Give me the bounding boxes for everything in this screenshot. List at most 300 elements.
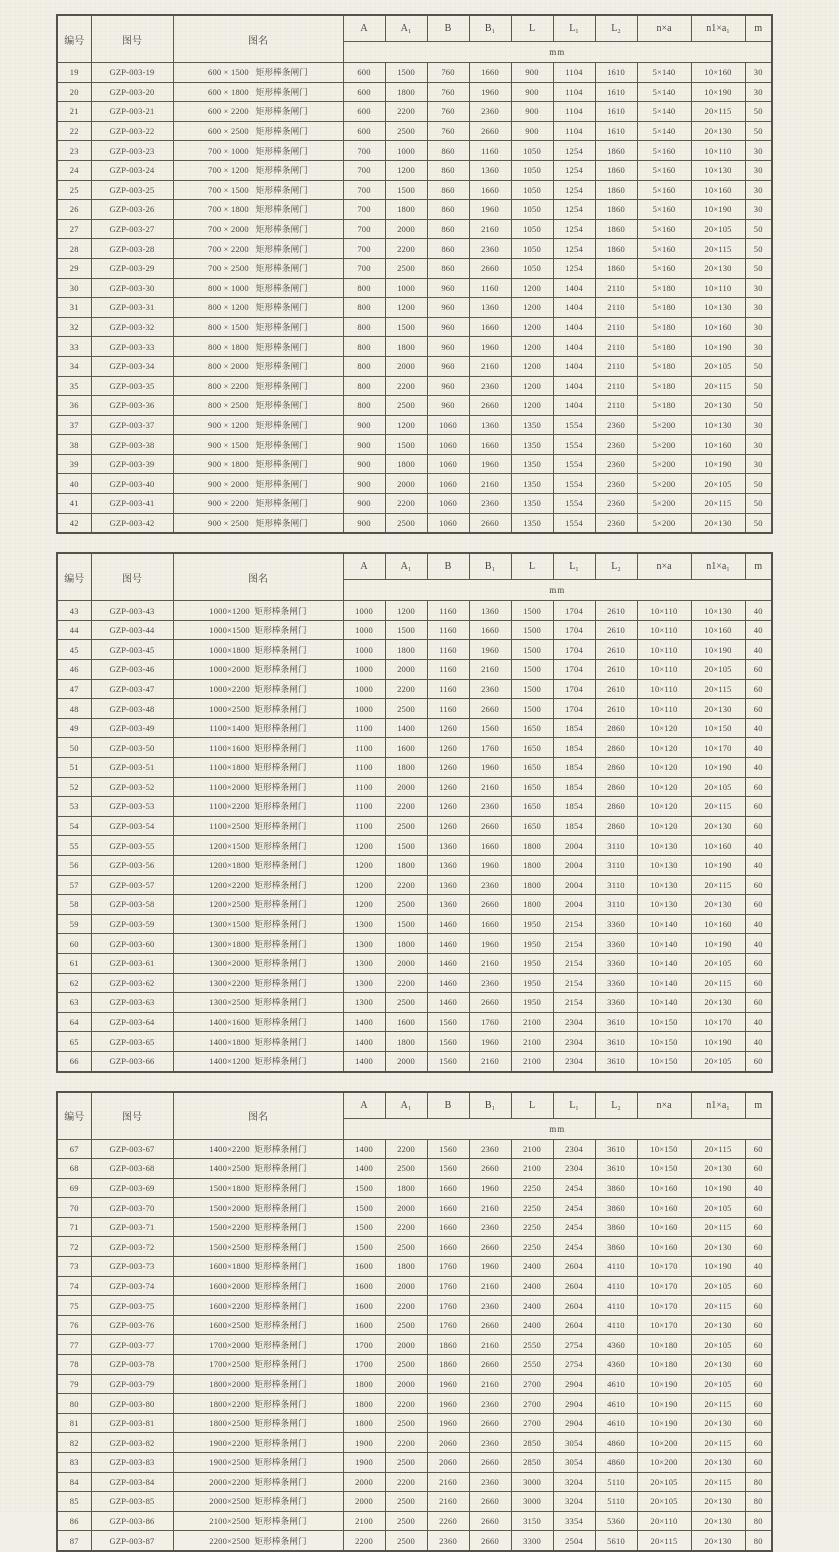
cell-dimension: 1960 — [469, 934, 511, 954]
cell-dimension: 1160 — [469, 278, 511, 298]
cell-dimension: 1260 — [427, 718, 469, 738]
cell-dimension: 2850 — [511, 1433, 553, 1453]
cell-dimension: 10×190 — [691, 82, 745, 102]
cell-dimension: 1960 — [427, 1413, 469, 1433]
cell-dimension: 2200 — [385, 973, 427, 993]
cell-id: 62 — [57, 973, 91, 993]
table-row — [57, 258, 772, 278]
col-header-drawing-no: 图号 — [91, 1092, 173, 1140]
cell-dimension: 3360 — [595, 953, 637, 973]
col-header-dimension: L₂ — [595, 1092, 637, 1119]
col-header-id: 编号 — [57, 553, 91, 601]
cell-dimension: 700 — [343, 219, 385, 239]
cell-dimension: 1560 — [427, 1159, 469, 1179]
cell-dimension: 5110 — [595, 1492, 637, 1512]
table-row — [57, 914, 772, 934]
cell-id: 31 — [57, 298, 91, 318]
cell-dimension: 1200 — [343, 836, 385, 856]
cell-dimension: 20×115 — [691, 1472, 745, 1492]
cell-dimension: 1600 — [343, 1315, 385, 1335]
cell-drawing-no: GZP-003-43 — [91, 601, 173, 621]
cell-dimension: 3300 — [511, 1531, 553, 1551]
cell-dimension: 860 — [427, 180, 469, 200]
col-header-dimension: A — [343, 15, 385, 42]
cell-dimension: 20×130 — [691, 1492, 745, 1512]
cell-dimension: 2360 — [469, 1217, 511, 1237]
cell-dimension: 2000 — [385, 474, 427, 494]
cell-dimension: 40 — [745, 1178, 772, 1198]
cell-dimension: 1600 — [343, 1276, 385, 1296]
cell-id: 30 — [57, 278, 91, 298]
cell-dimension: 1760 — [427, 1276, 469, 1296]
cell-drawing-no: GZP-003-24 — [91, 160, 173, 180]
cell-dimension: 2200 — [385, 1433, 427, 1453]
cell-id: 84 — [57, 1472, 91, 1492]
cell-id: 52 — [57, 777, 91, 797]
cell-dimension: 80 — [745, 1492, 772, 1512]
cell-dimension: 1650 — [511, 797, 553, 817]
cell-dimension: 2610 — [595, 601, 637, 621]
cell-id: 65 — [57, 1032, 91, 1052]
cell-drawing-name: 900 × 2000 矩形棒条闸门 — [173, 474, 343, 494]
cell-drawing-name: 700 × 1800 矩形棒条闸门 — [173, 200, 343, 220]
cell-drawing-no: GZP-003-31 — [91, 298, 173, 318]
cell-dimension: 3110 — [595, 875, 637, 895]
cell-dimension: 1600 — [385, 738, 427, 758]
cell-id: 59 — [57, 914, 91, 934]
cell-dimension: 1860 — [595, 141, 637, 161]
cell-dimension: 4610 — [595, 1394, 637, 1414]
cell-drawing-name: 1600×2500 矩形棒条闸门 — [173, 1315, 343, 1335]
cell-drawing-no: GZP-003-49 — [91, 718, 173, 738]
cell-drawing-no: GZP-003-40 — [91, 474, 173, 494]
cell-id: 82 — [57, 1433, 91, 1453]
cell-id: 36 — [57, 396, 91, 416]
cell-dimension: 1060 — [427, 474, 469, 494]
cell-drawing-no: GZP-003-44 — [91, 620, 173, 640]
cell-dimension: 1000 — [343, 660, 385, 680]
cell-dimension: 900 — [511, 102, 553, 122]
cell-dimension: 10×130 — [691, 298, 745, 318]
col-header-dimension: m — [745, 553, 772, 580]
cell-dimension: 60 — [745, 1237, 772, 1257]
cell-dimension: 2860 — [595, 777, 637, 797]
cell-dimension: 2400 — [511, 1257, 553, 1277]
cell-dimension: 2160 — [469, 1276, 511, 1296]
cell-dimension: 800 — [343, 376, 385, 396]
cell-dimension: 2660 — [469, 1315, 511, 1335]
cell-dimension: 1404 — [553, 317, 595, 337]
cell-dimension: 1260 — [427, 797, 469, 817]
cell-drawing-name: 1700×2500 矩形棒条闸门 — [173, 1355, 343, 1375]
cell-dimension: 1760 — [427, 1296, 469, 1316]
cell-id: 73 — [57, 1257, 91, 1277]
table-row — [57, 601, 772, 621]
table-row — [57, 513, 772, 533]
cell-dimension: 1650 — [511, 718, 553, 738]
cell-dimension: 3360 — [595, 993, 637, 1013]
cell-drawing-no: GZP-003-47 — [91, 679, 173, 699]
table-row — [57, 1433, 772, 1453]
cell-drawing-name: 900 × 2500 矩形棒条闸门 — [173, 513, 343, 533]
cell-drawing-no: GZP-003-51 — [91, 758, 173, 778]
cell-dimension: 2604 — [553, 1257, 595, 1277]
cell-drawing-no: GZP-003-26 — [91, 200, 173, 220]
cell-dimension: 1500 — [385, 63, 427, 83]
cell-dimension: 5×180 — [637, 376, 691, 396]
cell-dimension: 5×200 — [637, 494, 691, 514]
cell-dimension: 10×190 — [691, 337, 745, 357]
col-header-dimension: n1×a₁ — [691, 553, 745, 580]
cell-dimension: 20×130 — [691, 1511, 745, 1531]
cell-dimension: 2660 — [469, 993, 511, 1013]
cell-drawing-name: 1200×1800 矩形棒条闸门 — [173, 855, 343, 875]
cell-dimension: 1760 — [427, 1315, 469, 1335]
cell-dimension: 2250 — [511, 1198, 553, 1218]
cell-dimension: 2360 — [427, 1531, 469, 1551]
cell-drawing-name: 1500×2500 矩形棒条闸门 — [173, 1237, 343, 1257]
cell-dimension: 3054 — [553, 1433, 595, 1453]
cell-dimension: 2100 — [511, 1139, 553, 1159]
cell-dimension: 4360 — [595, 1355, 637, 1375]
cell-id: 19 — [57, 63, 91, 83]
cell-dimension: 1360 — [427, 836, 469, 856]
col-header-dimension: n×a — [637, 553, 691, 580]
cell-dimension: 1500 — [511, 640, 553, 660]
cell-dimension: 2360 — [595, 415, 637, 435]
cell-dimension: 1960 — [427, 1374, 469, 1394]
cell-dimension: 5×160 — [637, 239, 691, 259]
cell-dimension: 600 — [343, 63, 385, 83]
cell-dimension: 4360 — [595, 1335, 637, 1355]
cell-dimension: 1254 — [553, 180, 595, 200]
cell-dimension: 1860 — [595, 219, 637, 239]
cell-dimension: 2200 — [385, 239, 427, 259]
cell-drawing-name: 800 × 1200 矩形棒条闸门 — [173, 298, 343, 318]
cell-dimension: 2400 — [511, 1296, 553, 1316]
cell-dimension: 1960 — [469, 1178, 511, 1198]
cell-drawing-no: GZP-003-46 — [91, 660, 173, 680]
cell-dimension: 1350 — [511, 474, 553, 494]
cell-drawing-no: GZP-003-41 — [91, 494, 173, 514]
cell-drawing-name: 600 × 2500 矩形棒条闸门 — [173, 121, 343, 141]
cell-dimension: 10×150 — [637, 1012, 691, 1032]
cell-dimension: 1104 — [553, 121, 595, 141]
col-header-id: 编号 — [57, 15, 91, 63]
table-row — [57, 1315, 772, 1335]
cell-dimension: 1350 — [511, 415, 553, 435]
cell-dimension: 2200 — [385, 1472, 427, 1492]
cell-dimension: 2110 — [595, 396, 637, 416]
cell-dimension: 5610 — [595, 1531, 637, 1551]
cell-dimension: 20×130 — [691, 993, 745, 1013]
cell-dimension: 2660 — [469, 895, 511, 915]
cell-dimension: 2454 — [553, 1217, 595, 1237]
cell-dimension: 1404 — [553, 376, 595, 396]
cell-drawing-name: 1100×2200 矩形棒条闸门 — [173, 797, 343, 817]
cell-id: 25 — [57, 180, 91, 200]
table-row — [57, 718, 772, 738]
cell-dimension: 1404 — [553, 396, 595, 416]
cell-drawing-name: 1500×1800 矩形棒条闸门 — [173, 1178, 343, 1198]
cell-dimension: 60 — [745, 1374, 772, 1394]
cell-drawing-no: GZP-003-56 — [91, 855, 173, 875]
cell-dimension: 1704 — [553, 620, 595, 640]
cell-dimension: 2500 — [385, 513, 427, 533]
cell-dimension: 20×130 — [691, 258, 745, 278]
cell-dimension: 20×115 — [691, 1296, 745, 1316]
cell-dimension: 1060 — [427, 494, 469, 514]
cell-dimension: 50 — [745, 513, 772, 533]
cell-dimension: 10×170 — [637, 1276, 691, 1296]
cell-dimension: 700 — [343, 258, 385, 278]
table-row — [57, 337, 772, 357]
table-row — [57, 1531, 772, 1551]
cell-dimension: 1404 — [553, 298, 595, 318]
cell-dimension: 2200 — [385, 1217, 427, 1237]
cell-dimension: 2360 — [469, 679, 511, 699]
cell-dimension: 1060 — [427, 513, 469, 533]
cell-dimension: 10×140 — [637, 993, 691, 1013]
cell-dimension: 1600 — [343, 1257, 385, 1277]
cell-dimension: 10×130 — [637, 895, 691, 915]
table-row — [57, 435, 772, 455]
cell-id: 60 — [57, 934, 91, 954]
cell-dimension: 3000 — [511, 1472, 553, 1492]
cell-dimension: 2000 — [385, 953, 427, 973]
cell-dimension: 2360 — [469, 376, 511, 396]
cell-dimension: 60 — [745, 993, 772, 1013]
cell-dimension: 2360 — [595, 454, 637, 474]
cell-dimension: 1854 — [553, 738, 595, 758]
cell-drawing-name: 1400×1600 矩形棒条闸门 — [173, 1012, 343, 1032]
cell-drawing-name: 1700×2000 矩形棒条闸门 — [173, 1335, 343, 1355]
cell-id: 49 — [57, 718, 91, 738]
cell-drawing-name: 1400×1800 矩形棒条闸门 — [173, 1032, 343, 1052]
cell-dimension: 1660 — [469, 435, 511, 455]
cell-dimension: 2500 — [385, 1237, 427, 1257]
col-header-dimension: n×a — [637, 1092, 691, 1119]
cell-dimension: 2110 — [595, 337, 637, 357]
cell-dimension: 900 — [511, 121, 553, 141]
cell-dimension: 1960 — [469, 758, 511, 778]
table-row — [57, 376, 772, 396]
cell-dimension: 2860 — [595, 738, 637, 758]
cell-dimension: 40 — [745, 855, 772, 875]
cell-dimension: 1050 — [511, 200, 553, 220]
cell-dimension: 2500 — [385, 895, 427, 915]
cell-dimension: 1554 — [553, 435, 595, 455]
cell-dimension: 760 — [427, 102, 469, 122]
cell-dimension: 30 — [745, 278, 772, 298]
cell-dimension: 2110 — [595, 298, 637, 318]
cell-id: 61 — [57, 953, 91, 973]
cell-drawing-no: GZP-003-85 — [91, 1492, 173, 1512]
cell-id: 78 — [57, 1355, 91, 1375]
cell-dimension: 1360 — [427, 895, 469, 915]
cell-dimension: 20×130 — [691, 895, 745, 915]
cell-dimension: 1860 — [595, 258, 637, 278]
table-row — [57, 298, 772, 318]
cell-dimension: 2100 — [343, 1511, 385, 1531]
cell-dimension: 60 — [745, 875, 772, 895]
cell-dimension: 60 — [745, 1051, 772, 1071]
cell-dimension: 2200 — [385, 679, 427, 699]
cell-dimension: 1960 — [469, 200, 511, 220]
cell-dimension: 2000 — [385, 356, 427, 376]
cell-dimension: 60 — [745, 660, 772, 680]
cell-dimension: 1404 — [553, 278, 595, 298]
cell-dimension: 40 — [745, 601, 772, 621]
cell-id: 21 — [57, 102, 91, 122]
cell-drawing-no: GZP-003-30 — [91, 278, 173, 298]
cell-dimension: 1050 — [511, 258, 553, 278]
cell-dimension: 1000 — [385, 141, 427, 161]
cell-dimension: 1400 — [343, 1139, 385, 1159]
cell-id: 51 — [57, 758, 91, 778]
cell-dimension: 1200 — [511, 298, 553, 318]
cell-dimension: 30 — [745, 63, 772, 83]
cell-drawing-name: 700 × 2200 矩形棒条闸门 — [173, 239, 343, 259]
cell-dimension: 1660 — [427, 1237, 469, 1257]
cell-dimension: 1060 — [427, 415, 469, 435]
cell-dimension: 1254 — [553, 160, 595, 180]
cell-dimension: 20×105 — [637, 1472, 691, 1492]
cell-dimension: 10×110 — [637, 640, 691, 660]
cell-drawing-name: 1900×2200 矩形棒条闸门 — [173, 1433, 343, 1453]
cell-dimension: 2000 — [343, 1472, 385, 1492]
cell-dimension: 2060 — [427, 1453, 469, 1473]
table-row — [57, 219, 772, 239]
cell-dimension: 10×160 — [691, 620, 745, 640]
cell-dimension: 1800 — [385, 337, 427, 357]
cell-dimension: 1050 — [511, 239, 553, 259]
cell-drawing-name: 1100×2000 矩形棒条闸门 — [173, 777, 343, 797]
cell-drawing-no: GZP-003-21 — [91, 102, 173, 122]
cell-dimension: 2304 — [553, 1159, 595, 1179]
cell-drawing-no: GZP-003-54 — [91, 816, 173, 836]
cell-dimension: 2604 — [553, 1315, 595, 1335]
cell-dimension: 20×130 — [691, 1413, 745, 1433]
cell-dimension: 2304 — [553, 1012, 595, 1032]
cell-dimension: 1800 — [511, 855, 553, 875]
cell-dimension: 20×105 — [691, 356, 745, 376]
cell-dimension: 10×190 — [637, 1413, 691, 1433]
cell-dimension: 2660 — [469, 258, 511, 278]
cell-dimension: 20×115 — [691, 679, 745, 699]
cell-drawing-no: GZP-003-45 — [91, 640, 173, 660]
cell-dimension: 2360 — [469, 1433, 511, 1453]
cell-dimension: 80 — [745, 1531, 772, 1551]
cell-dimension: 1200 — [385, 298, 427, 318]
cell-dimension: 2454 — [553, 1178, 595, 1198]
cell-dimension: 1554 — [553, 454, 595, 474]
cell-dimension: 3610 — [595, 1139, 637, 1159]
cell-id: 39 — [57, 454, 91, 474]
cell-dimension: 20×130 — [691, 1159, 745, 1179]
cell-drawing-no: GZP-003-29 — [91, 258, 173, 278]
cell-dimension: 2200 — [343, 1531, 385, 1551]
cell-dimension: 2250 — [511, 1217, 553, 1237]
cell-drawing-name: 1600×1800 矩形棒条闸门 — [173, 1257, 343, 1277]
cell-dimension: 1800 — [385, 758, 427, 778]
cell-dimension: 900 — [343, 454, 385, 474]
cell-dimension: 900 — [343, 415, 385, 435]
cell-id: 29 — [57, 258, 91, 278]
cell-dimension: 10×160 — [691, 317, 745, 337]
table-row — [57, 1374, 772, 1394]
cell-dimension: 1160 — [427, 699, 469, 719]
cell-drawing-no: GZP-003-27 — [91, 219, 173, 239]
cell-id: 20 — [57, 82, 91, 102]
col-header-drawing-name: 图名 — [173, 553, 343, 601]
cell-dimension: 2504 — [553, 1531, 595, 1551]
table-row — [57, 1051, 772, 1071]
cell-dimension: 2110 — [595, 317, 637, 337]
cell-dimension: 30 — [745, 435, 772, 455]
cell-dimension: 2360 — [469, 1472, 511, 1492]
cell-drawing-no: GZP-003-67 — [91, 1139, 173, 1159]
cell-dimension: 5×180 — [637, 337, 691, 357]
cell-id: 42 — [57, 513, 91, 533]
cell-drawing-name: 800 × 1000 矩形棒条闸门 — [173, 278, 343, 298]
cell-drawing-name: 1300×2000 矩形棒条闸门 — [173, 953, 343, 973]
cell-dimension: 10×190 — [691, 200, 745, 220]
cell-dimension: 20×115 — [691, 494, 745, 514]
table-row — [57, 640, 772, 660]
table-row — [57, 1453, 772, 1473]
cell-dimension: 1800 — [511, 836, 553, 856]
spec-table-rows-67-87 — [56, 1091, 773, 1552]
cell-drawing-no: GZP-003-35 — [91, 376, 173, 396]
cell-dimension: 1300 — [343, 993, 385, 1013]
cell-dimension: 1960 — [469, 454, 511, 474]
cell-dimension: 1200 — [511, 337, 553, 357]
cell-dimension: 1350 — [511, 494, 553, 514]
cell-dimension: 1554 — [553, 415, 595, 435]
cell-dimension: 1704 — [553, 699, 595, 719]
cell-dimension: 5×180 — [637, 298, 691, 318]
cell-id: 40 — [57, 474, 91, 494]
cell-dimension: 60 — [745, 1276, 772, 1296]
table-row — [57, 1511, 772, 1531]
table-row — [57, 494, 772, 514]
cell-dimension: 2660 — [469, 1531, 511, 1551]
cell-dimension: 50 — [745, 258, 772, 278]
cell-dimension: 60 — [745, 1355, 772, 1375]
cell-dimension: 2000 — [385, 1198, 427, 1218]
cell-drawing-name: 1900×2500 矩形棒条闸门 — [173, 1453, 343, 1473]
cell-dimension: 3360 — [595, 914, 637, 934]
cell-dimension: 60 — [745, 895, 772, 915]
table-row — [57, 63, 772, 83]
cell-dimension: 2100 — [511, 1051, 553, 1071]
cell-dimension: 20×130 — [691, 1531, 745, 1551]
table-row — [57, 1276, 772, 1296]
cell-dimension: 600 — [343, 82, 385, 102]
cell-drawing-no: GZP-003-58 — [91, 895, 173, 915]
cell-dimension: 50 — [745, 219, 772, 239]
cell-dimension: 1800 — [343, 1374, 385, 1394]
col-header-drawing-name: 图名 — [173, 15, 343, 63]
cell-dimension: 1050 — [511, 180, 553, 200]
cell-dimension: 20×130 — [691, 816, 745, 836]
cell-drawing-name: 1000×1500 矩形棒条闸门 — [173, 620, 343, 640]
cell-dimension: 20×105 — [637, 1492, 691, 1512]
cell-drawing-name: 1300×2200 矩形棒条闸门 — [173, 973, 343, 993]
cell-dimension: 960 — [427, 396, 469, 416]
cell-dimension: 60 — [745, 1198, 772, 1218]
